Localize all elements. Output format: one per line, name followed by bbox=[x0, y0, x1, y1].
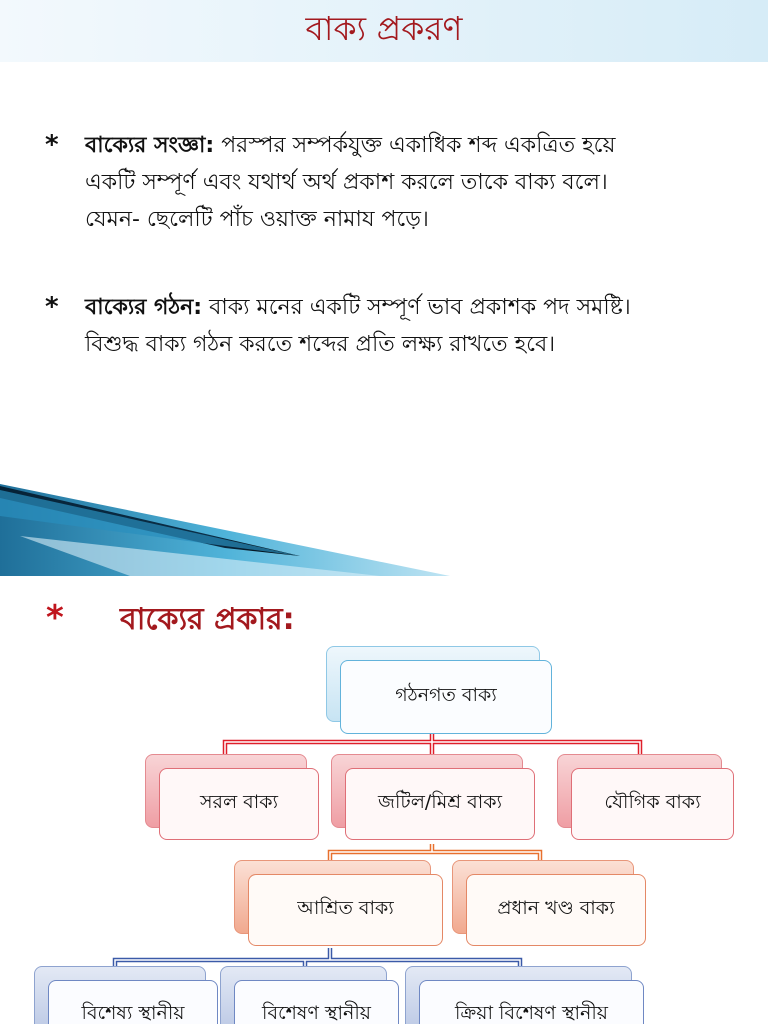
slide-types bbox=[0, 576, 768, 1024]
node-compound-label: যৌগিক বাক্য bbox=[571, 768, 734, 840]
definition-example: যেমন- ছেলেটি পাঁচ ওয়াক্ত নামায পড়ে। bbox=[85, 207, 429, 232]
slide1-title: বাক্য প্রকরণ bbox=[305, 9, 463, 48]
decorative-swoosh bbox=[0, 476, 768, 576]
structure-heading: বাক্যের গঠন: bbox=[85, 295, 203, 320]
node-principal-label: প্রধান খণ্ড বাক্য bbox=[466, 874, 646, 946]
definition-line-1: পরস্পর সম্পর্কযুক্ত একাধিক শব্দ একত্রিত হয়ে bbox=[214, 133, 616, 158]
node-simple-label: সরল বাক্য bbox=[159, 768, 319, 840]
node-dependent-label: আশ্রিত বাক্য bbox=[248, 874, 443, 946]
bullet-star: * bbox=[45, 130, 59, 160]
definition-line-2: একটি সম্পূর্ণ এবং যথার্থ অর্থ প্রকাশ করলে তাকে বাক্য বলে। bbox=[85, 170, 608, 195]
node-noun-clause-label: বিশেষ্য স্থানীয় bbox=[48, 980, 218, 1024]
node-adverb-clause-label: ক্রিয়া বিশেষণ স্থানীয় bbox=[419, 980, 644, 1024]
node-complex-label: জটিল/মিশ্র বাক্য bbox=[345, 768, 535, 840]
node-adjective-clause-label: বিশেষণ স্থানীয় bbox=[234, 980, 399, 1024]
types-title: বাক্যের প্রকার: bbox=[120, 602, 295, 637]
structure-line-2: বিশুদ্ধ বাক্য গঠন করতে শব্দের প্রতি লক্ষ্য রাখতে হবে। bbox=[85, 332, 556, 357]
types-bullet: * bbox=[46, 598, 64, 638]
bullet-star: * bbox=[45, 292, 59, 322]
definition-heading: বাক্যের সংজ্ঞা: bbox=[85, 133, 215, 158]
structure-paragraph bbox=[45, 289, 745, 363]
structure-line-1: বাক্য মনের একটি সম্পূর্ণ ভাব প্রকাশক পদ সমষ্টি। bbox=[202, 295, 631, 320]
node-root-label: গঠনগত বাক্য bbox=[340, 660, 552, 734]
definition-paragraph bbox=[45, 127, 745, 238]
